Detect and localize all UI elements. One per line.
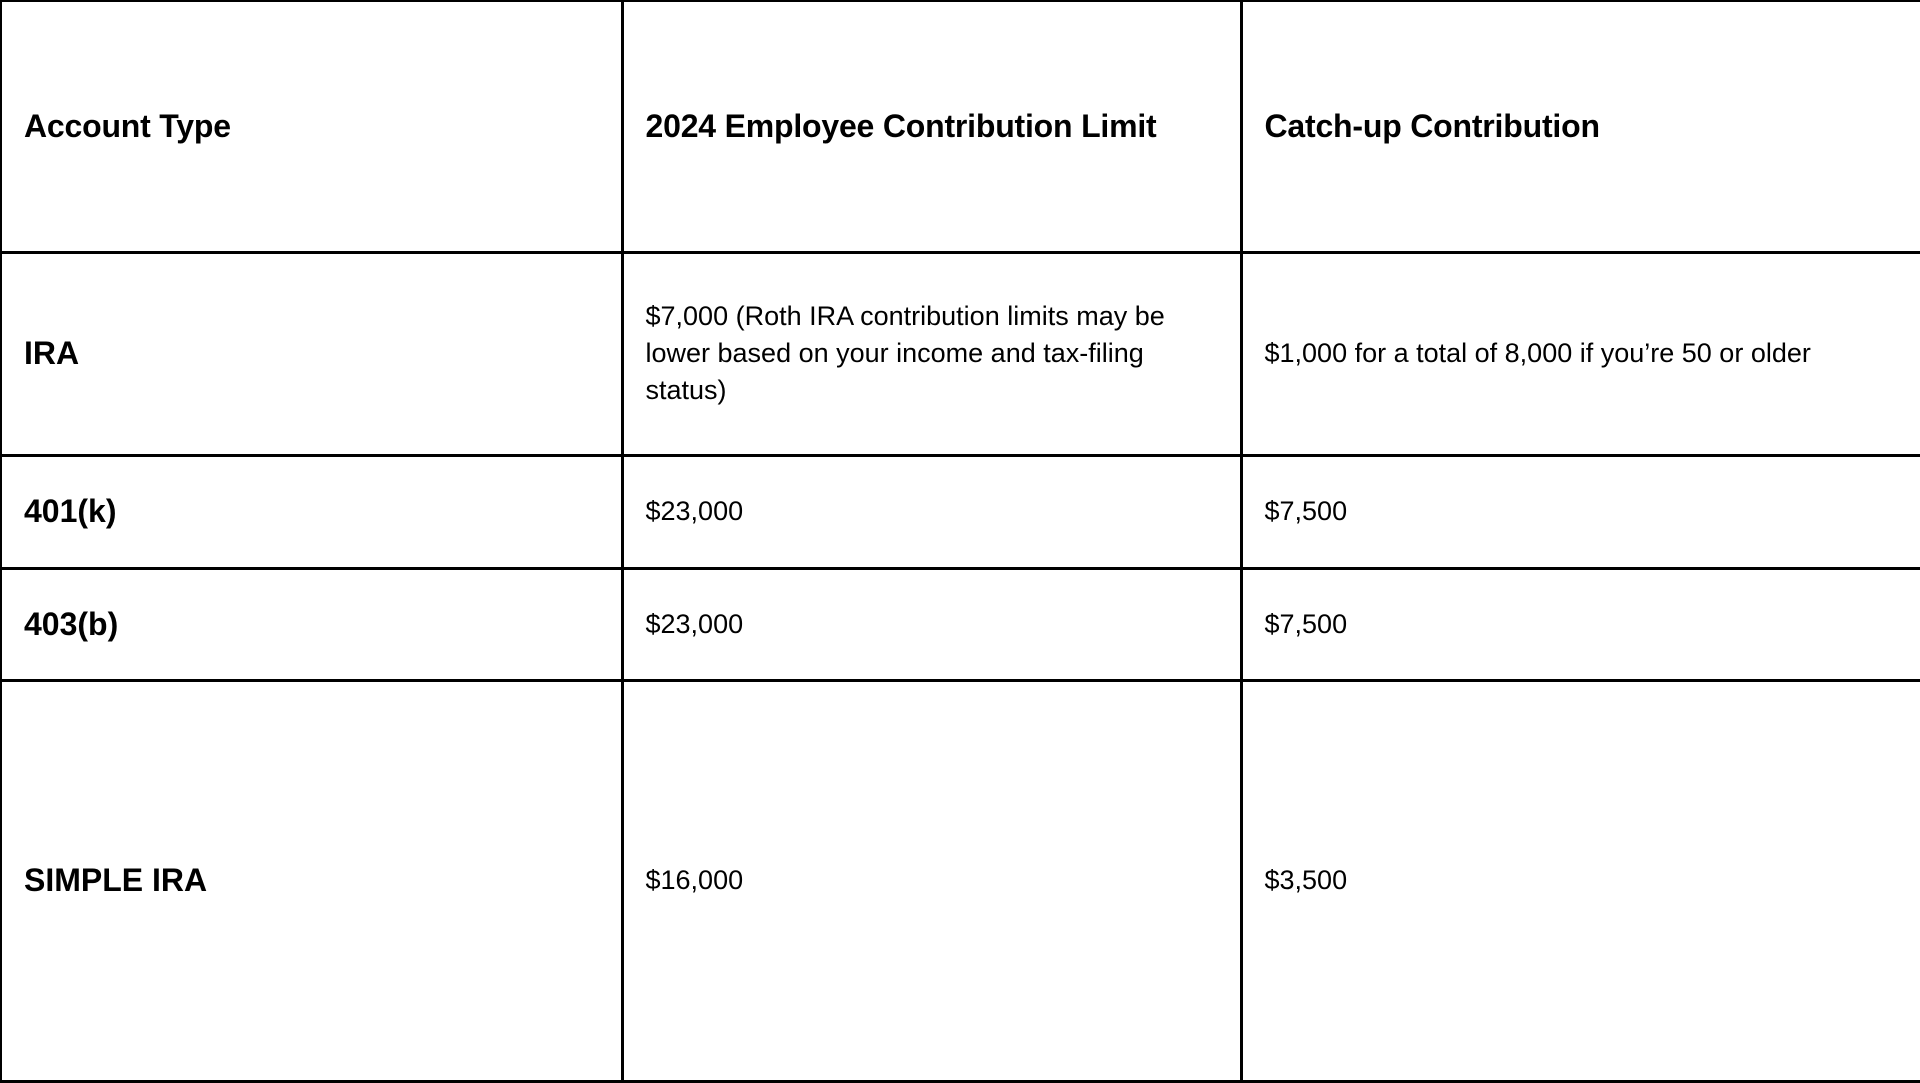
table-row-403b <box>1 568 1920 680</box>
cell-catch-up: $7,500 <box>1241 568 1920 680</box>
cell-account-type: SIMPLE IRA <box>1 680 622 1081</box>
cell-catch-up: $3,500 <box>1241 680 1920 1081</box>
cell-account-type: IRA <box>1 252 622 455</box>
cell-account-type: 403(b) <box>1 568 622 680</box>
cell-contribution-limit: $16,000 <box>622 680 1241 1081</box>
table-header-row <box>1 1 1920 252</box>
cell-contribution-limit: $23,000 <box>622 568 1241 680</box>
header-employee-contribution-limit: 2024 Employee Contribution Limit <box>622 1 1241 252</box>
header-account-type: Account Type <box>1 1 622 252</box>
table-row-simple-ira <box>1 680 1920 1081</box>
cell-catch-up: $7,500 <box>1241 455 1920 568</box>
header-catch-up-contribution: Catch-up Contribution <box>1241 1 1920 252</box>
table-row-401k <box>1 455 1920 568</box>
cell-account-type: 401(k) <box>1 455 622 568</box>
cell-catch-up: $1,000 for a total of 8,000 if you’re 50 or older <box>1241 252 1920 455</box>
cell-contribution-limit: $7,000 (Roth IRA contribution limits may be lower based on your income and tax-filing status) <box>622 252 1241 455</box>
cell-contribution-limit: $23,000 <box>622 455 1241 568</box>
table-row-ira <box>1 252 1920 455</box>
